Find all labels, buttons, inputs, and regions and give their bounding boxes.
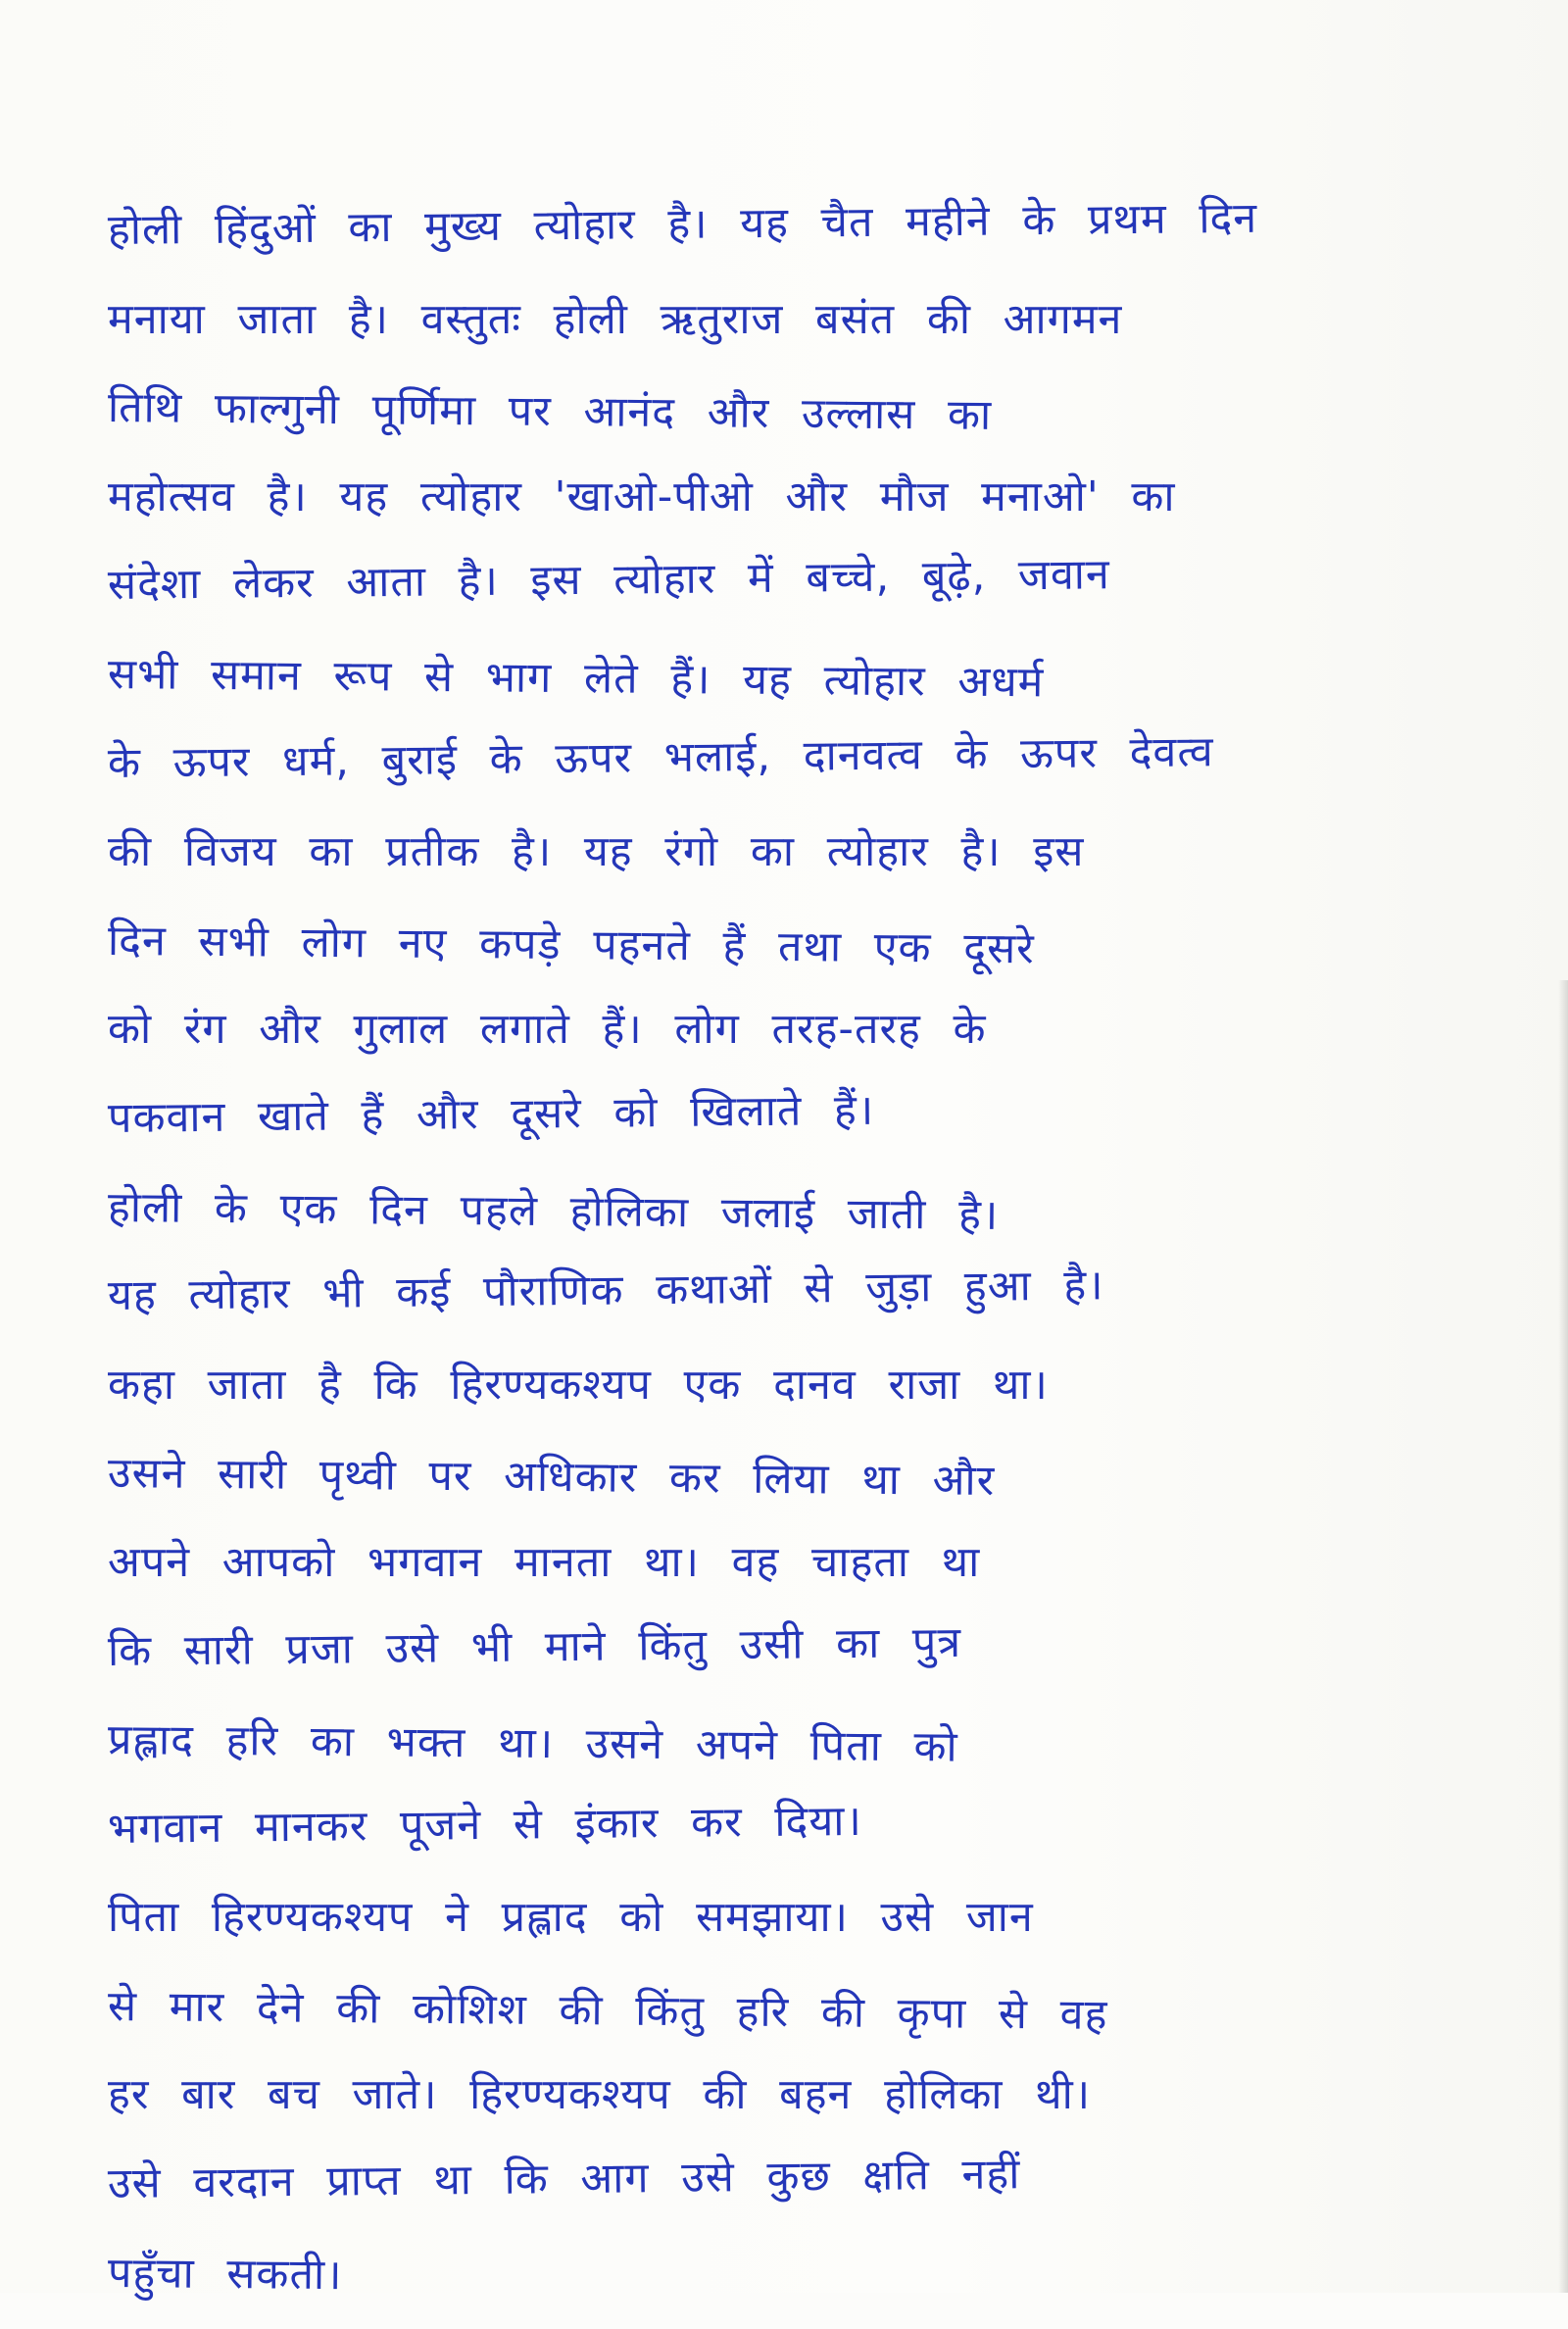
text-line: दिन सभी लोग नए कपड़े पहनते हैं तथा एक दूसरे <box>107 916 1035 974</box>
text-line: प्रह्लाद हरि का भक्त था। उसने अपने पिता को <box>107 1715 958 1772</box>
text-line: कि सारी प्रजा उसे भी माने किंतु उसी का पुत्र <box>107 1617 962 1676</box>
text-line: तिथि फाल्गुनी पूर्णिमा पर आनंद और उल्लास का <box>107 383 993 441</box>
text-line: को रंग और गुलाल लगाते हैं। लोग तरह-तरह के <box>108 1005 987 1055</box>
text-line: के ऊपर धर्म, बुराई के ऊपर भलाई, दानवत्व के ऊपर देवत्व <box>107 726 1214 788</box>
text-line: की विजय का प्रतीक है। यह रंगो का त्योहार है। इस <box>108 827 1085 877</box>
text-line: यह त्योहार भी कई पौराणिक कथाओं से जुड़ा हुआ है। <box>107 1261 1104 1321</box>
text-line: उसे वरदान प्राप्त था कि आग उसे कुछ क्षति नहीं <box>107 2150 1021 2209</box>
page-edge-shadow <box>1558 980 1568 2293</box>
text-line: पिता हिरण्यकश्यप ने प्रह्लाद को समझाया। उसे जान <box>108 1893 1034 1943</box>
text-line: महोत्सव है। यह त्योहार 'खाओ-पीओ और मौज मनाओ' का <box>108 471 1176 521</box>
text-line: मनाया जाता है। वस्तुतः होली ऋतुराज बसंत की आगमन <box>108 294 1123 344</box>
text-line: संदेशा लेकर आता है। इस त्योहार में बच्चे, बूढ़े, जवान <box>107 550 1110 611</box>
text-line: होली हिंदुओं का मुख्य त्योहार है। यह चैत महीने के प्रथम दिन <box>107 193 1258 255</box>
text-line: हर बार बच जाते। हिरण्यकश्यप की बहन होलिका थी। <box>108 2070 1092 2120</box>
text-line: पकवान खाते हैं और दूसरे को खिलाते हैं। <box>107 1085 875 1143</box>
text-line: अपने आपको भगवान मानता था। वह चाहता था <box>108 1537 981 1587</box>
text-line: पहुँचा सकती। <box>107 2248 343 2300</box>
text-line: होली के एक दिन पहले होलिका जलाई जाती है। <box>107 1182 1000 1240</box>
text-line: से मार देने की कोशिश की किंतु हरि की कृपा से वह <box>107 1981 1108 2040</box>
text-line: भगवान मानकर पूजने से इंकार कर दिया। <box>107 1796 862 1854</box>
text-line: उसने सारी पृथ्वी पर अधिकार कर लिया था और <box>107 1449 996 1507</box>
text-line: सभी समान रूप से भाग लेते हैं। यह त्योहार अधर्म <box>107 649 1045 708</box>
text-line: कहा जाता है कि हिरण्यकश्यप एक दानव राजा था। <box>108 1360 1049 1410</box>
handwritten-essay <box>108 186 1480 2317</box>
